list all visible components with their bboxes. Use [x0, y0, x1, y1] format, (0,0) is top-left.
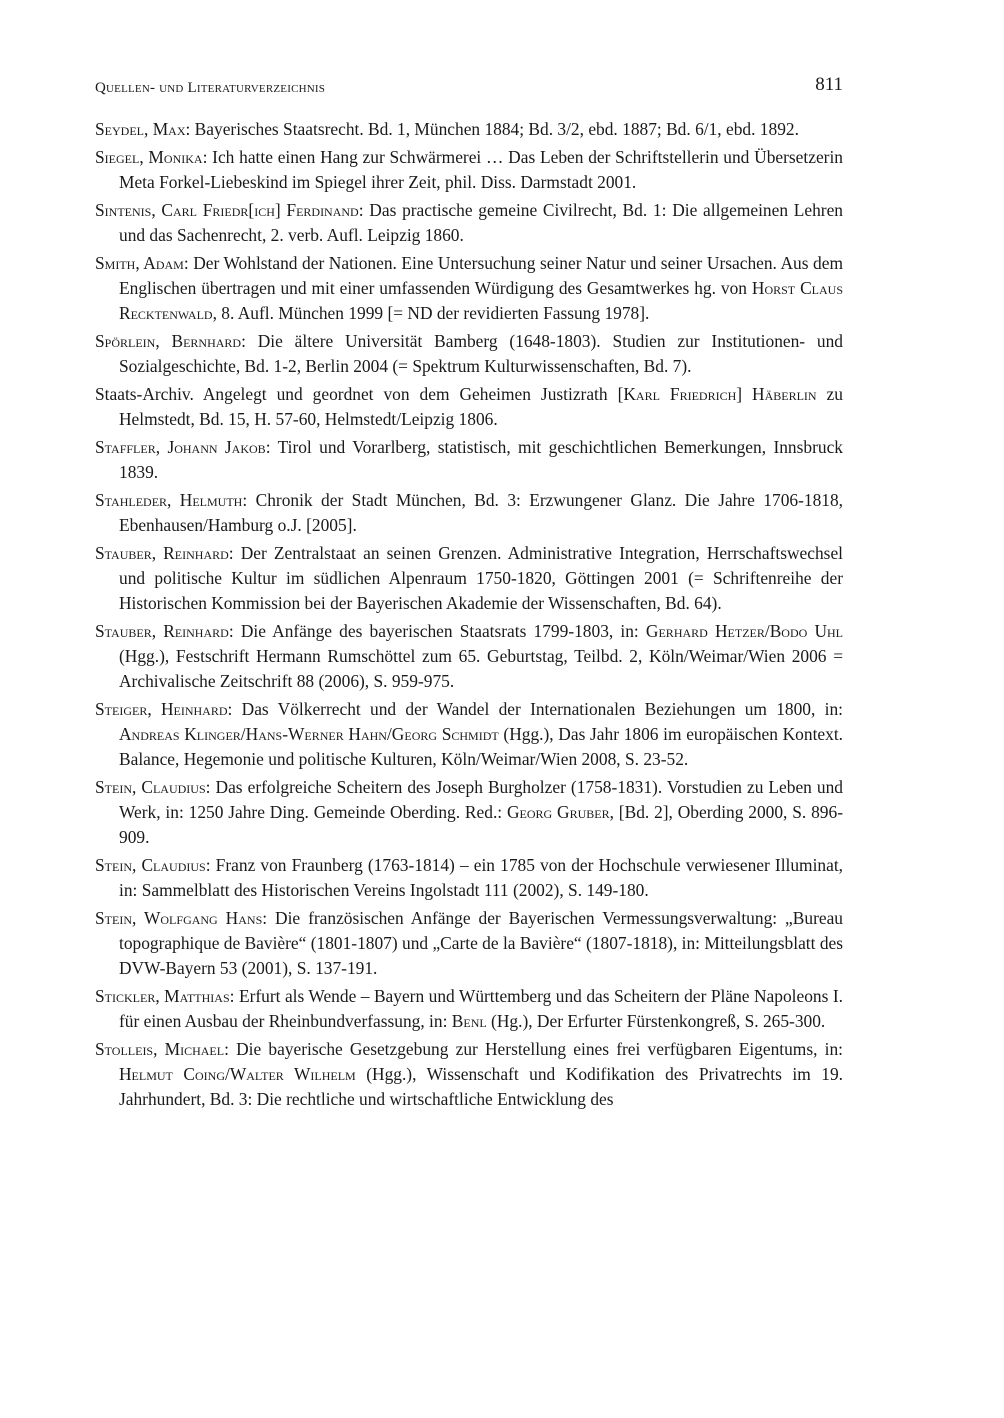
entry-editor: Benl — [451, 1011, 487, 1031]
bibliography-entry — [95, 541, 843, 616]
entry-text: : Das practische gemeine Civilrecht, Bd. 1: Die allgemeinen Lehren und das Sachenrecht, 2. verb. Aufl. Leipzig 1860. — [119, 200, 843, 245]
entry-author: Stauber, Reinhard — [95, 621, 229, 641]
entry-text-cont: , 8. Aufl. München 1999 [= ND der revidierten Fassung 1978]. — [212, 303, 650, 323]
entry-editor: Karl Friedrich] Häberlin — [623, 384, 817, 404]
entry-text: : Chronik der Stadt München, Bd. 3: Erzwungener Glanz. Die Jahre 1706-1818, Ebenhausen/Hamburg o.J. [2005]. — [119, 490, 844, 535]
entry-editor: Andreas Klinger/Hans-Werner Hahn/Georg Schmidt — [119, 724, 499, 744]
entry-author: Steiger, Heinhard — [95, 699, 228, 719]
entry-author: Staffler, Johann Jakob — [95, 437, 266, 457]
entry-author: Smith, Adam — [95, 253, 184, 273]
entry-text-cont: (Hg.), Der Erfurter Fürstenkongreß, S. 265-300. — [486, 1011, 826, 1031]
entry-text: : Die französischen Anfänge der Bayerischen Vermessungsverwaltung: „Bureau topographique de Bavière“ (1801-1807) und „Carte de la Bavière“ (1807-1818), in: Mitteilungsblatt des DVW-Bayern 53 (2001), S. 137-191. — [119, 908, 843, 978]
bibliography-entry — [95, 488, 843, 538]
entry-author: Stauber, Reinhard — [95, 543, 229, 563]
entry-text-cont: (Hgg.), Festschrift Hermann Rumschöttel zum 65. Geburtstag, Teilbd. 2, Köln/Weimar/Wien 2006 = Archivalische Zeitschrift 88 (2006), S. 959-975. — [119, 646, 843, 691]
entry-text: : Das erfolgreiche Scheitern des Joseph Burgholzer (1758-1831). Vorstudien zu Leben und Werk, in: 1250 Jahre Ding. Gemeinde Oberding. Red.: — [119, 777, 844, 822]
entry-text: : Der Wohlstand der Nationen. Eine Untersuchung seiner Natur und seiner Ursachen. Aus dem Englischen übertragen und mit einer umfassenden Würdigung des Gesamtwerkes hg. von — [119, 253, 843, 298]
entry-author: Stolleis, Michael — [95, 1039, 225, 1059]
entry-text: : Das Völkerrecht und der Wandel der Internationalen Beziehungen um 1800, in: — [227, 699, 843, 719]
entry-editor: Helmut Coing/Walter Wilhelm — [119, 1064, 356, 1084]
running-head — [95, 72, 843, 102]
entry-text: Staats-Archiv. Angelegt und geordnet von dem Geheimen Justizrath [ — [95, 384, 624, 404]
entry-text: : Die bayerische Gesetzgebung zur Herstellung eines frei verfügbaren Eigentums, in: — [224, 1039, 843, 1059]
bibliography-entry — [95, 619, 843, 694]
entry-author: Stickler, Matthias — [95, 986, 230, 1006]
entry-text: : Ich hatte einen Hang zur Schwärmerei … Das Leben der Schriftstellerin und Übersetzerin Meta Forkel-Liebeskind im Spiegel ihrer Zeit, phil. Diss. Darmstadt 2001. — [119, 147, 843, 192]
running-head-title: Quellen- und Literaturverzeichnis — [95, 80, 326, 96]
bibliography-entry — [95, 329, 843, 379]
bibliography-entry — [95, 775, 843, 850]
entry-text: : Erfurt als Wende – Bayern und Württemberg und das Scheitern der Pläne Napoleons I. für einen Ausbau der Rheinbundverfassung, in: — [119, 986, 843, 1031]
bibliography-entry — [95, 697, 843, 772]
entry-editor: Georg Gruber — [506, 802, 610, 822]
bibliography-entry — [95, 984, 843, 1034]
entry-text-cont: zu Helmstedt, Bd. 15, H. 57-60, Helmstedt/Leipzig 1806. — [119, 384, 843, 429]
bibliography-entry — [95, 906, 843, 981]
entry-text-cont: (Hgg.), Das Jahr 1806 im europäischen Kontext. Balance, Hegemonie und politische Kulturen, Köln/Weimar/Wien 2008, S. 23-52. — [119, 724, 843, 769]
entry-author: Sintenis, Carl Friedr[ich] Ferdinand — [95, 200, 359, 220]
page-number: 811 — [815, 74, 843, 95]
bibliography-list — [95, 117, 843, 1115]
bibliography-entry — [95, 382, 843, 432]
bibliography-entry — [95, 853, 843, 903]
entry-text: : Der Zentralstaat an seinen Grenzen. Administrative Integration, Herrschaftswechsel und politische Kultur im südlichen Alpenraum 1750-1820, Göttingen 2001 (= Schriftenreihe der Historischen Kommission bei der Bayerischen Akademie der Wissenschaften, Bd. 64). — [119, 543, 843, 613]
entry-text: : Tirol und Vorarlberg, statistisch, mit geschichtlichen Bemerkungen, Innsbruck 1839. — [119, 437, 843, 482]
entry-author: Siegel, Monika — [95, 147, 203, 167]
bibliography-entry — [95, 1037, 843, 1112]
entry-author: Spörlein, Bernhard — [95, 331, 242, 351]
entry-author: Stein, Claudius — [95, 855, 206, 875]
bibliography-entry — [95, 198, 843, 248]
bibliography-entry — [95, 251, 843, 326]
entry-editor: Gerhard Hetzer/Bodo Uhl — [645, 621, 844, 641]
bibliography-entry — [95, 435, 843, 485]
entry-text: : Die ältere Universität Bamberg (1648-1803). Studien zur Institutionen- und Sozialgeschichte, Bd. 1-2, Berlin 2004 (= Spektrum Kulturwissenschaften, Bd. 7). — [119, 331, 843, 376]
entry-editor: Horst Claus Recktenwald — [119, 278, 843, 323]
entry-text-cont: (Hgg.), Wissenschaft und Kodifikation des Privatrechts im 19. Jahrhundert, Bd. 3: Die rechtliche und wirtschaftliche Entwicklung des — [119, 1064, 843, 1109]
entry-author: Stahleder, Helmuth — [95, 490, 243, 510]
bibliography-entry — [95, 117, 843, 142]
entry-text: : Die Anfänge des bayerischen Staatsrats 1799-1803, in: — [228, 621, 646, 641]
entry-author: Seydel, Max — [95, 119, 186, 139]
entry-author: Stein, Claudius — [95, 777, 206, 797]
entry-text: : Franz von Fraunberg (1763-1814) – ein 1785 von der Hochschule verwiesener Illuminat, in: Sammelblatt des Historischen Vereins Ingolstadt 111 (2002), S. 149-180. — [119, 855, 844, 900]
entry-text: : Bayerisches Staatsrecht. Bd. 1, München 1884; Bd. 3/2, ebd. 1887; Bd. 6/1, ebd. 1892. — [185, 119, 799, 139]
entry-author: Stein, Wolfgang Hans — [95, 908, 263, 928]
entry-text-cont: , [Bd. 2], Oberding 2000, S. 896-909. — [119, 802, 843, 847]
bibliography-entry — [95, 145, 843, 195]
